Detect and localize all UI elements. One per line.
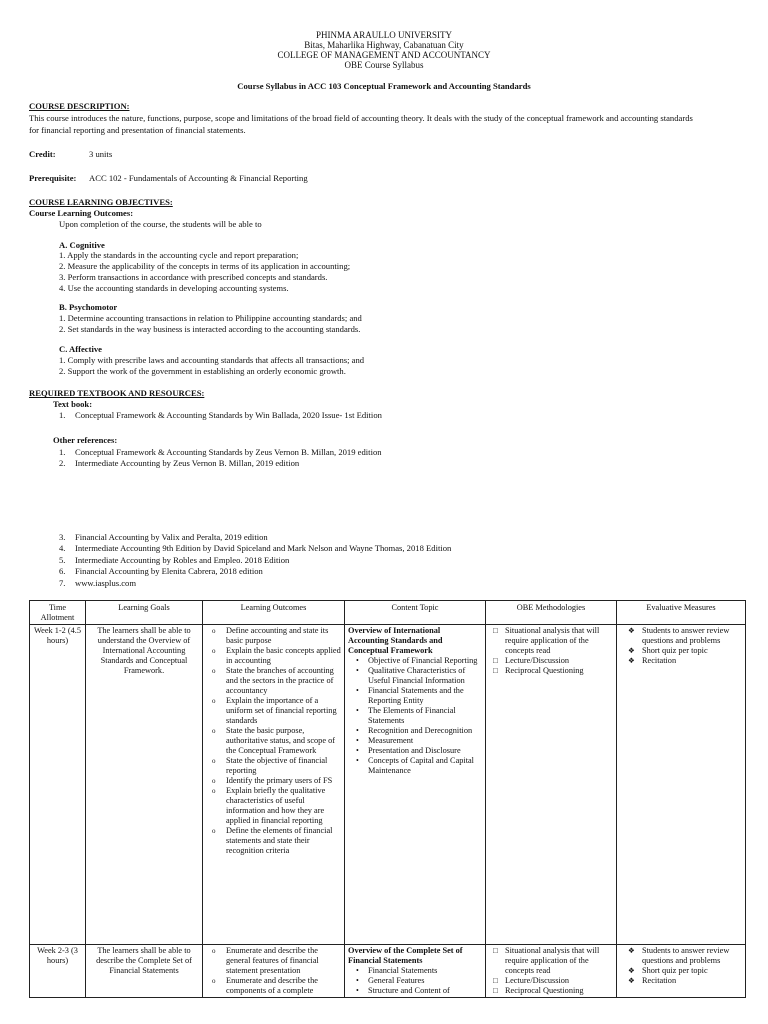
list-item: □ Lecture/Discussion — [493, 976, 570, 985]
topic-heading: Overview of International Accounting Standards and Conceptual Framework — [348, 626, 443, 655]
textbook-list — [59, 410, 739, 421]
list-item: □ Reciprocal Questioning — [493, 986, 584, 995]
list-item: o State the basic purpose, authoritative status, and scope of the Conceptual Framework — [212, 726, 335, 755]
outcomes-cell — [203, 625, 345, 945]
list-item: 5. Intermediate Accounting by Robles and Empleo. 2018 Edition — [59, 554, 290, 565]
list-item: • Measurement — [356, 736, 414, 745]
list-item: 1. Comply with prescribe laws and accounting standards that affects all transactions; and — [59, 355, 365, 365]
university-name: PHINMA ARAULLO UNIVERSITY — [315, 30, 452, 40]
list-item: o Explain the importance of a uniform set of financial reporting standards — [212, 696, 337, 725]
list-item: 2. Set standards in the way business is interacted according to the accounting standards. — [59, 324, 361, 334]
header-learning-outcomes: Learning Outcomes — [203, 601, 345, 625]
list-item: o Explain briefly the qualitative characteristics of useful information and how they are applied in financial reporting — [212, 786, 326, 825]
textbook-label: Text book: — [53, 399, 93, 409]
list-item: • Recognition and Derecognition — [356, 726, 473, 735]
resources-heading: REQUIRED TEXTBOOK AND RESOURCES: — [29, 388, 205, 398]
prerequisite-label: Prerequisite: — [29, 173, 77, 183]
topic-cell — [345, 945, 486, 998]
list-item: 4. Intermediate Accounting 9th Edition by David Spiceland and Mark Nelson and Wayne Thomas, 2018 Edition — [59, 543, 452, 554]
table-header-row — [30, 601, 746, 625]
outcomes-cell — [203, 945, 345, 998]
list-item: 1. Conceptual Framework & Accounting Standards by Zeus Vernon B. Millan, 2019 edition — [59, 447, 382, 457]
list-item: o State the branches of accounting and the sectors in the practice of accountancy — [212, 666, 334, 695]
description-line-1: This course introduces the nature, functions, purpose, scope and limitations of the broad field of accounting theory. It deals with the study of the conceptual framework and accounting standards — [29, 113, 693, 123]
affective-title: C. Affective — [59, 344, 102, 354]
credit-label: Credit: — [29, 149, 56, 159]
list-item: • Presentation and Disclosure — [356, 746, 461, 755]
list-item: □ Lecture/Discussion — [493, 656, 570, 665]
list-item: • Qualitative Characteristics of Useful Financial Information — [356, 666, 466, 685]
list-item: 1. Determine accounting transactions in relation to Philippine accounting standards; and — [59, 313, 362, 323]
credit-value: 3 units — [89, 149, 113, 159]
list-item: 2. Measure the applicability of the concepts in terms of its application in accounting; — [59, 261, 351, 271]
table-row — [30, 625, 746, 945]
list-item: 2. Support the work of the government in establishing an orderly economic growth. — [59, 366, 346, 376]
header-time-allotment: Time Allotment — [30, 601, 86, 625]
list-item: 3. Financial Accounting by Valix and Peralta, 2019 edition — [59, 532, 268, 542]
list-item: • Concepts of Capital and Capital Maintenance — [356, 756, 474, 775]
list-item: ❖ Short quiz per topic — [628, 966, 708, 975]
list-item: ❖ Recitation — [628, 656, 677, 665]
table-row — [30, 945, 746, 998]
university-address: Bitas, Maharlika Highway, Cabanatuan City — [304, 40, 464, 50]
methods-cell — [486, 945, 617, 998]
list-item: o Explain the basic concepts applied in accounting — [212, 646, 341, 665]
list-item: □ Situational analysis that will require application of the concepts read — [493, 626, 600, 655]
objectives-heading: COURSE LEARNING OBJECTIVES: — [29, 197, 173, 207]
college-name: COLLEGE OF MANAGEMENT AND ACCOUNTANCY — [277, 50, 491, 60]
time-cell: Week 1-2 (4.5 hours) — [30, 625, 86, 945]
prerequisite-value: ACC 102 - Fundamentals of Accounting & Financial Reporting — [89, 173, 308, 183]
list-item: ❖ Students to answer review questions and problems — [628, 626, 730, 645]
topic-cell — [345, 625, 486, 945]
list-item: 3. Perform transactions in accordance with prescribed concepts and standards. — [59, 272, 328, 282]
list-item: ❖ Recitation — [628, 976, 677, 985]
topic-heading: Overview of the Complete Set of Financial Statements — [348, 946, 463, 965]
document-type: OBE Course Syllabus — [344, 60, 424, 70]
psychomotor-title: B. Psychomotor — [59, 302, 118, 312]
measures-cell — [617, 625, 746, 945]
list-item: o Enumerate and describe the general features of financial statement presentation — [212, 946, 319, 975]
list-item: 6. Financial Accounting by Elenita Cabrera, 2018 edition — [59, 566, 263, 577]
course-title: Course Syllabus in ACC 103 Conceptual Framework and Accounting Standards — [237, 81, 531, 91]
other-references-label: Other references: — [53, 435, 118, 445]
list-item: ❖ Short quiz per topic — [628, 646, 708, 655]
methods-cell — [486, 625, 617, 945]
other-references-list-a — [59, 447, 739, 469]
list-item: o Define accounting and state its basic purpose — [212, 626, 329, 645]
outcomes-label: Course Learning Outcomes: — [29, 208, 134, 218]
header-obe-methodologies: OBE Methodologies — [486, 601, 617, 625]
list-item: o Enumerate and describe the components of a complete — [212, 976, 318, 995]
list-item: • General Features — [356, 976, 425, 985]
list-item: o Identify the primary users of FS — [212, 776, 333, 785]
list-item: • Objective of Financial Reporting — [356, 656, 478, 665]
list-item: • Financial Statements and the Reporting Entity — [356, 686, 464, 705]
list-item: • Financial Statements — [356, 966, 438, 975]
header-evaluative-measures: Evaluative Measures — [617, 601, 746, 625]
goal-cell: The learners shall be able to understand the Overview of International Accounting Standards and Conceptual Framework. — [86, 625, 203, 945]
list-item: 1. Apply the standards in the accounting cycle and report preparation; — [59, 250, 299, 260]
time-cell: Week 2-3 (3 hours) — [30, 945, 86, 998]
description-heading: COURSE DESCRIPTION: — [29, 101, 130, 111]
list-item: o State the objective of financial reporting — [212, 756, 328, 775]
list-item: ❖ Students to answer review questions and problems — [628, 946, 730, 965]
outcomes-intro: Upon completion of the course, the students will be able to — [59, 219, 262, 229]
other-references-list-b — [59, 532, 739, 589]
list-item: □ Situational analysis that will require application of the concepts read — [493, 946, 600, 975]
list-item: □ Reciprocal Questioning — [493, 666, 584, 675]
list-item: 7. www.iasplus.com — [59, 577, 137, 588]
description-line-2: for financial reporting and presentation of financial statements. — [29, 125, 246, 135]
list-item: 1. Conceptual Framework & Accounting Standards by Win Ballada, 2020 Issue- 1st Edition — [59, 410, 382, 420]
syllabus-table — [29, 600, 746, 998]
cognitive-title: A. Cognitive — [59, 240, 105, 250]
header-content-topic: Content Topic — [345, 601, 486, 625]
cognitive-list — [59, 250, 739, 294]
psychomotor-list — [59, 313, 739, 335]
list-item: • The Elements of Financial Statements — [356, 706, 456, 725]
measures-cell — [617, 945, 746, 998]
list-item: • Structure and Content of — [356, 986, 450, 995]
list-item: 4. Use the accounting standards in developing accounting systems. — [59, 283, 289, 293]
header-learning-goals: Learning Goals — [86, 601, 203, 625]
goal-cell: The learners shall be able to describe the Complete Set of Financial Statements — [86, 945, 203, 998]
affective-list — [59, 355, 739, 377]
list-item: o Define the elements of financial statements and state their recognition criteria — [212, 826, 333, 855]
list-item: 2. Intermediate Accounting by Zeus Vernon B. Millan, 2019 edition — [59, 458, 300, 468]
